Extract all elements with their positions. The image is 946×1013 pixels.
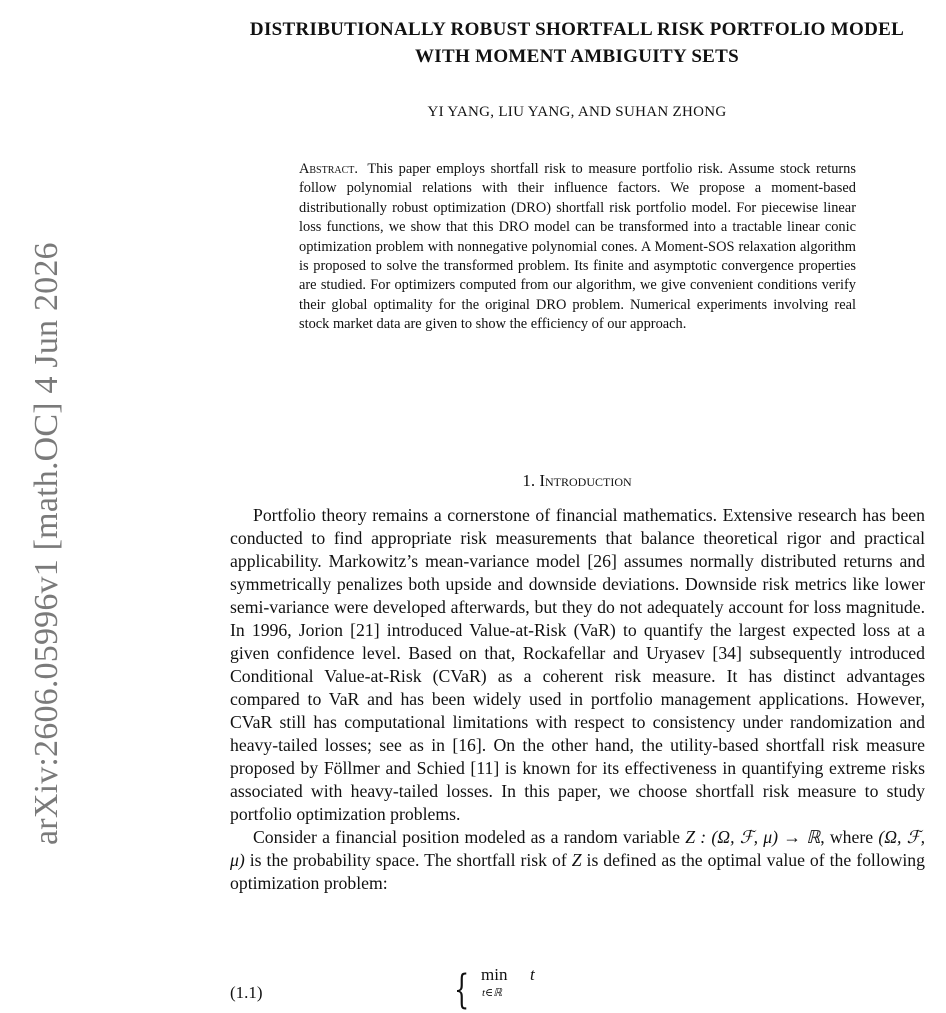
paragraph-text-segment: is the probability space. The shortfall risk of xyxy=(244,850,572,870)
paper-title: DISTRIBUTIONALLY ROBUST SHORTFALL RISK PORTFOLIO MODEL WITH MOMENT AMBIGUITY SETS xyxy=(249,19,905,67)
paragraph-shortfall-definition xyxy=(230,826,925,895)
section-number: 1. xyxy=(522,471,536,490)
arxiv-identifier-stamp: arXiv:2606.05996v1 [math.OC] 4 Jun 2026 xyxy=(28,242,65,845)
abstract-text: This paper employs shortfall risk to measure portfolio risk. Assume stock returns follow polynomial relations with their influence factors. We propose a moment-based distributionally robust optimization (DRO) shortfall risk portfolio model. For piecewise linear loss functions, we show that this DRO model can be transformed into a tractable linear conic optimization problem with nonnegative polynomial cones. A Moment-SOS relaxation algorithm is proposed to solve the transformed problem. Its finite and asymptotic convergence properties are studied. For optimizers computed from our algorithm, we give convenient conditions verify their global optimality for the original DRO problem. Numerical experiments involving real stock market data are given to show the efficiency of our approach. xyxy=(299,161,856,333)
paper-authors: YI YANG, LIU YANG, AND SUHAN ZHONG xyxy=(427,104,727,120)
section-heading xyxy=(230,471,924,491)
equation-number: (1.1) xyxy=(230,983,263,1002)
abstract-label: Abstract. xyxy=(299,161,358,177)
inline-math-probability-space: (Ω, ℱ, μ) xyxy=(230,827,925,870)
paragraph-intro: Portfolio theory remains a cornerstone of financial mathematics. Extensive research has been conducted to find appropriate risk measurements that balance theoretical rigor and practical applicability. Markowitz’s mean-variance model [26] assumes normally distributed returns and symmetrically penalizes both upside and downside deviations. Downside risk metrics like lower semi-variance were developed afterwards, but they do not adequately account for loss magnitude. In 1996, Jorion [21] introduced Value-at-Risk (VaR) to quantify the largest expected loss at a given confidence level. Based on that, Rockafellar and Uryasev [34] subsequently introduced Conditional Value-at-Risk (CVaR) as a coherent risk measure. It has distinct advantages compared to VaR and has been widely used in portfolio management applications. However, CVaR still has computational limitations with respect to consistency under randomization and heavy-tailed losses; see as in [16]. On the other hand, the utility-based shortfall risk measure proposed by Föllmer and Schied [11] is known for its effectiveness in quantifying extreme risks associated with heavy-tailed losses. In this paper, we choose shortfall risk measure to study portfolio optimization problems. xyxy=(230,505,925,824)
section-title: Introduction xyxy=(539,471,632,490)
equation-min-subscript: t∈ℝ xyxy=(482,987,502,999)
section-body xyxy=(230,504,925,895)
paragraph-text-segment: is defined as the optimal value of the following optimization problem: xyxy=(230,850,925,893)
equation-objective-variable: t xyxy=(530,965,535,984)
paragraph-text-segment: Consider a financial position modeled as a random variable xyxy=(253,827,686,847)
equation-left-brace: { xyxy=(454,967,470,1013)
inline-math-random-variable: Z : (Ω, ℱ, μ) → ℝ xyxy=(685,827,821,847)
abstract xyxy=(299,160,856,335)
paragraph-text-segment: , where xyxy=(820,827,879,847)
equation-min-operator: min xyxy=(481,965,508,984)
inline-math-z: Z xyxy=(571,850,582,870)
